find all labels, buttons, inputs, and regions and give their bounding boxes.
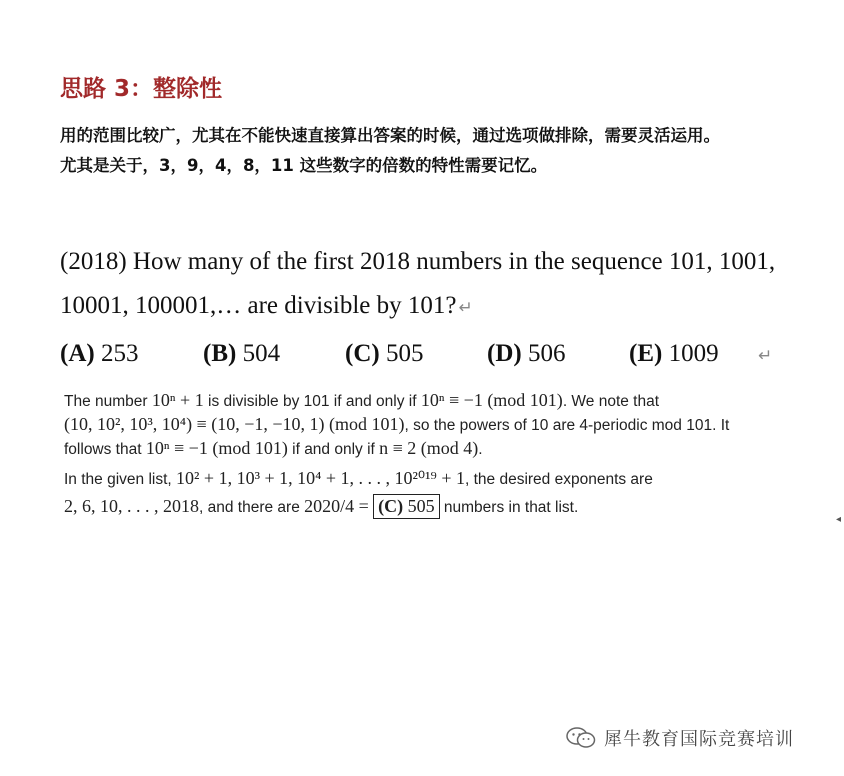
solution-text: numbers in that list. xyxy=(439,499,579,516)
solution-math: 2, 6, 10, . . . , 2018 xyxy=(64,496,199,516)
choice-e xyxy=(629,340,719,368)
problem-line-1: (2018) How many of the first 2018 numbers in the sequence 101, 1001, xyxy=(60,248,776,275)
answer-choices xyxy=(60,340,780,374)
problem-line-2 xyxy=(60,292,473,320)
solution-text: The number xyxy=(64,393,152,410)
solution-math: 10ⁿ + 1 xyxy=(151,390,204,410)
choice-label: (B) xyxy=(203,340,237,367)
edge-mark-icon: ◂ xyxy=(836,514,842,525)
return-mark-icon: ↵ xyxy=(458,298,473,317)
problem-line-2-text: 10001, 100001,… are divisible by 101? xyxy=(60,292,457,319)
solution-text: follows that xyxy=(64,441,146,458)
solution-line-1 xyxy=(64,390,659,411)
solution-text: , the desired exponents are xyxy=(464,471,653,488)
solution-math: n ≡ 2 (mod 4) xyxy=(379,438,479,458)
solution-text: . xyxy=(478,441,483,458)
solution-text: . We note that xyxy=(562,393,660,410)
solution-math: 10² + 1, 10³ + 1, 10⁴ + 1, . . . , 10²⁰¹⁹ + 1 xyxy=(176,468,465,488)
choice-b xyxy=(203,340,280,368)
paragraph-line-1: 用的范围比较广，尤其在不能快速直接算出答案的时候，通过选项做排除，需要灵活运用。 xyxy=(60,126,720,145)
solution-text: if and only if xyxy=(287,441,380,458)
choice-value: 506 xyxy=(527,340,566,367)
boxed-answer-value: 505 xyxy=(407,496,435,516)
paragraph-line-2: 尤其是关于，3，9，4，8，11 这些数字的倍数的特性需要记忆。 xyxy=(60,156,548,175)
boxed-answer xyxy=(373,494,440,519)
choice-label: (C) xyxy=(345,340,380,367)
choice-value: 504 xyxy=(242,340,281,367)
solution-text: , so the powers of 10 are 4-periodic mod 101. It xyxy=(404,417,730,434)
choice-value: 505 xyxy=(385,340,424,367)
choice-c xyxy=(345,340,423,368)
solution-line-5 xyxy=(64,494,578,519)
choice-label: (E) xyxy=(629,340,663,367)
solution-text: is divisible by 101 if and only if xyxy=(203,393,421,410)
solution-math: 2020/4 = xyxy=(304,496,369,516)
return-mark-icon: ↵ xyxy=(758,346,773,365)
solution-line-2 xyxy=(64,414,729,435)
solution-text: In the given list, xyxy=(64,471,177,488)
solution-math: 10ⁿ ≡ −1 (mod 101) xyxy=(145,438,288,458)
solution-text: , and there are xyxy=(199,499,305,516)
choice-value: 1009 xyxy=(668,340,719,367)
section-heading: 思路 3：整除性 xyxy=(60,76,223,102)
choice-label: (D) xyxy=(487,340,522,367)
footer-watermark xyxy=(566,725,794,751)
choice-value: 253 xyxy=(100,340,139,367)
solution-line-4 xyxy=(64,468,653,489)
wechat-icon xyxy=(566,727,596,749)
choice-label: (A) xyxy=(60,340,95,367)
footer-text: 犀牛教育国际竞赛培训 xyxy=(604,729,794,750)
boxed-answer-label: (C) xyxy=(378,496,404,516)
solution-line-3 xyxy=(64,438,483,459)
solution-math: (10, 10², 10³, 10⁴) ≡ (10, −1, −10, 1) (mod 101) xyxy=(64,414,405,434)
choice-a xyxy=(60,340,138,368)
solution-math: 10ⁿ ≡ −1 (mod 101) xyxy=(420,390,563,410)
choice-d xyxy=(487,340,565,368)
